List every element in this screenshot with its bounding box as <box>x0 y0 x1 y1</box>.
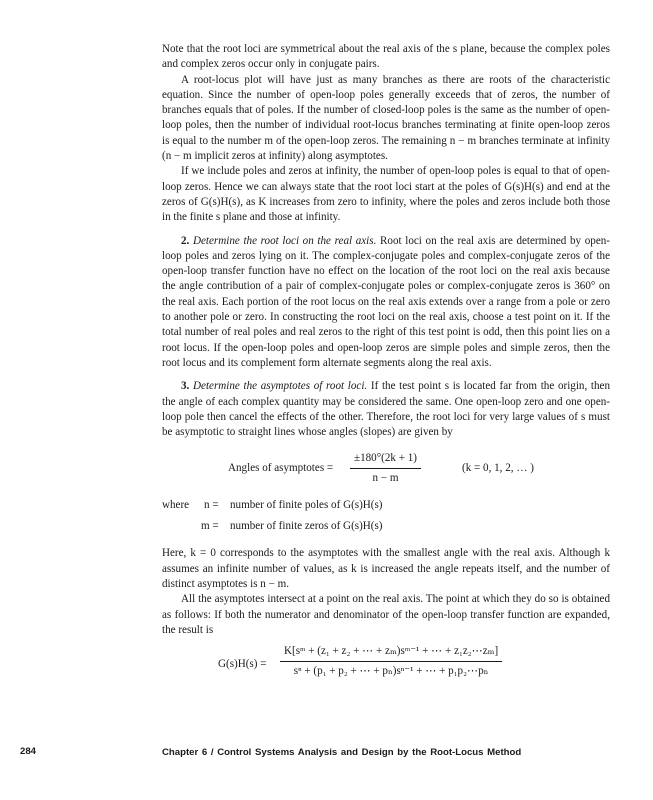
m-lhs: m = <box>201 520 219 533</box>
after-paragraph-2: All the asymptotes intersect at a point on the real axis. The point at which they do so is obtained as follows: If both the numerator and denominator of the open-loop transfer function are expanded, the result is <box>162 593 610 636</box>
transfer-function-numerator: K[sᵐ + (z₁ + z₂ + ⋯ + zₘ)sᵐ⁻¹ + ⋯ + z₁z₂⋯zₘ] <box>284 645 499 658</box>
asymptote-fraction <box>350 451 421 486</box>
fraction-bar <box>350 468 421 469</box>
where-n-row <box>162 498 610 519</box>
n-lhs: n = <box>204 499 219 512</box>
fraction-bar <box>280 661 502 662</box>
transfer-function-fraction <box>280 644 502 679</box>
chapter-title: Chapter 6 / Control Systems Analysis and Design by the Root-Locus Method <box>162 747 522 758</box>
step-2-text: Root loci on the real axis are determined by open-loop poles and zeros lying on it. The complex-conjugate poles and complex-conjugate zeros of the open-loop transfer function have no effect on the location of the root loci on the real axis because the angle contribution of a pair of complex-conjugate poles or complex-conjugate zeros is 360° on the real axis. Each portion of the root locus on the real axis extends over a range from a pole or zero to another pole or zero. In constructing the root loci on the real axis, choose a test point on it. If the total number of real poles and real zeros to the right of this test point is odd, then this point lies on a root locus. If the open-loop poles and open-loop zeros are simple poles and simple zeros, then the root locus and its complement form alternate segments along the real axis. <box>162 234 610 369</box>
after-paragraph-1: Here, k = 0 corresponds to the asymptotes with the smallest angle with the real axis. Although k assumes an infinite number of values, as k is increased the angle repeats itself, and the number of distinct asymptotes is n − m. <box>162 547 610 591</box>
asymptote-condition: (k = 0, 1, 2, … ) <box>462 462 534 475</box>
page-footer <box>0 743 653 763</box>
where-m-row <box>162 519 610 540</box>
asymptote-numerator: ±180°(2k + 1) <box>354 452 417 465</box>
step-3-number: 3. <box>181 380 190 393</box>
page-body <box>162 42 610 694</box>
step-3-heading: Determine the asymptotes of root loci. <box>193 380 368 393</box>
transfer-function-denominator: sⁿ + (p₁ + p₂ + ⋯ + pₙ)sⁿ⁻¹ + ⋯ + p₁p₂⋯pₙ <box>293 664 489 677</box>
step-3-text: If the test point s is located far from the origin, then the angle of each complex quantity may be considered the same. One open-loop zero and one open-loop pole then cancel the effects of the other. Therefore, the root loci for very large values of s must be asymptotic to straight lines whose angles (slopes) are given by <box>162 380 610 439</box>
intro-paragraph-1: Note that the root loci are symmetrical about the real axis of the s plane, because the complex poles and complex zeros occur only in conjugate pairs. <box>162 43 610 71</box>
m-definition: number of finite zeros of G(s)H(s) <box>230 520 383 533</box>
transfer-function-equation <box>162 642 610 694</box>
asymptote-equation <box>162 448 610 492</box>
step-2-paragraph <box>162 234 610 372</box>
step-2-heading: Determine the root loci on the real axis. <box>192 234 377 247</box>
intro-paragraph-2: A root-locus plot will have just as many branches as there are roots of the characteristic equation. Since the number of open-loop poles generally exceeds that of zeros, the number of branches equals that of poles. If the number of closed-loop poles is the same as the number of open-loop poles, then the number of individual root-locus branches terminating at finite open-loop zeros is equal to the number m of the open-loop zeros. The remaining n − m branches terminate at infinity (n − m implicit zeros at infinity) along asymptotes. <box>162 73 610 163</box>
transfer-function-lhs: G(s)H(s) = <box>218 658 267 671</box>
intro-paragraph-3: If we include poles and zeros at infinity, the number of open-loop poles is equal to that of open-loop zeros. Hence we can always state that the root loci start at the poles of G(s)H(s) and end at the zeros of G(s)H(s), as K increases from zero to infinity, where the poles and zeros include both those in the finite s plane and those at infinity. <box>162 165 610 224</box>
step-3-paragraph <box>162 379 610 440</box>
step-2-number: 2. <box>181 234 190 247</box>
asymptote-denominator: n − m <box>372 471 399 484</box>
asymptote-label: Angles of asymptotes = <box>228 462 334 475</box>
where-word: where <box>162 499 190 512</box>
page-number: 284 <box>20 746 37 757</box>
n-definition: number of finite poles of G(s)H(s) <box>230 499 383 512</box>
